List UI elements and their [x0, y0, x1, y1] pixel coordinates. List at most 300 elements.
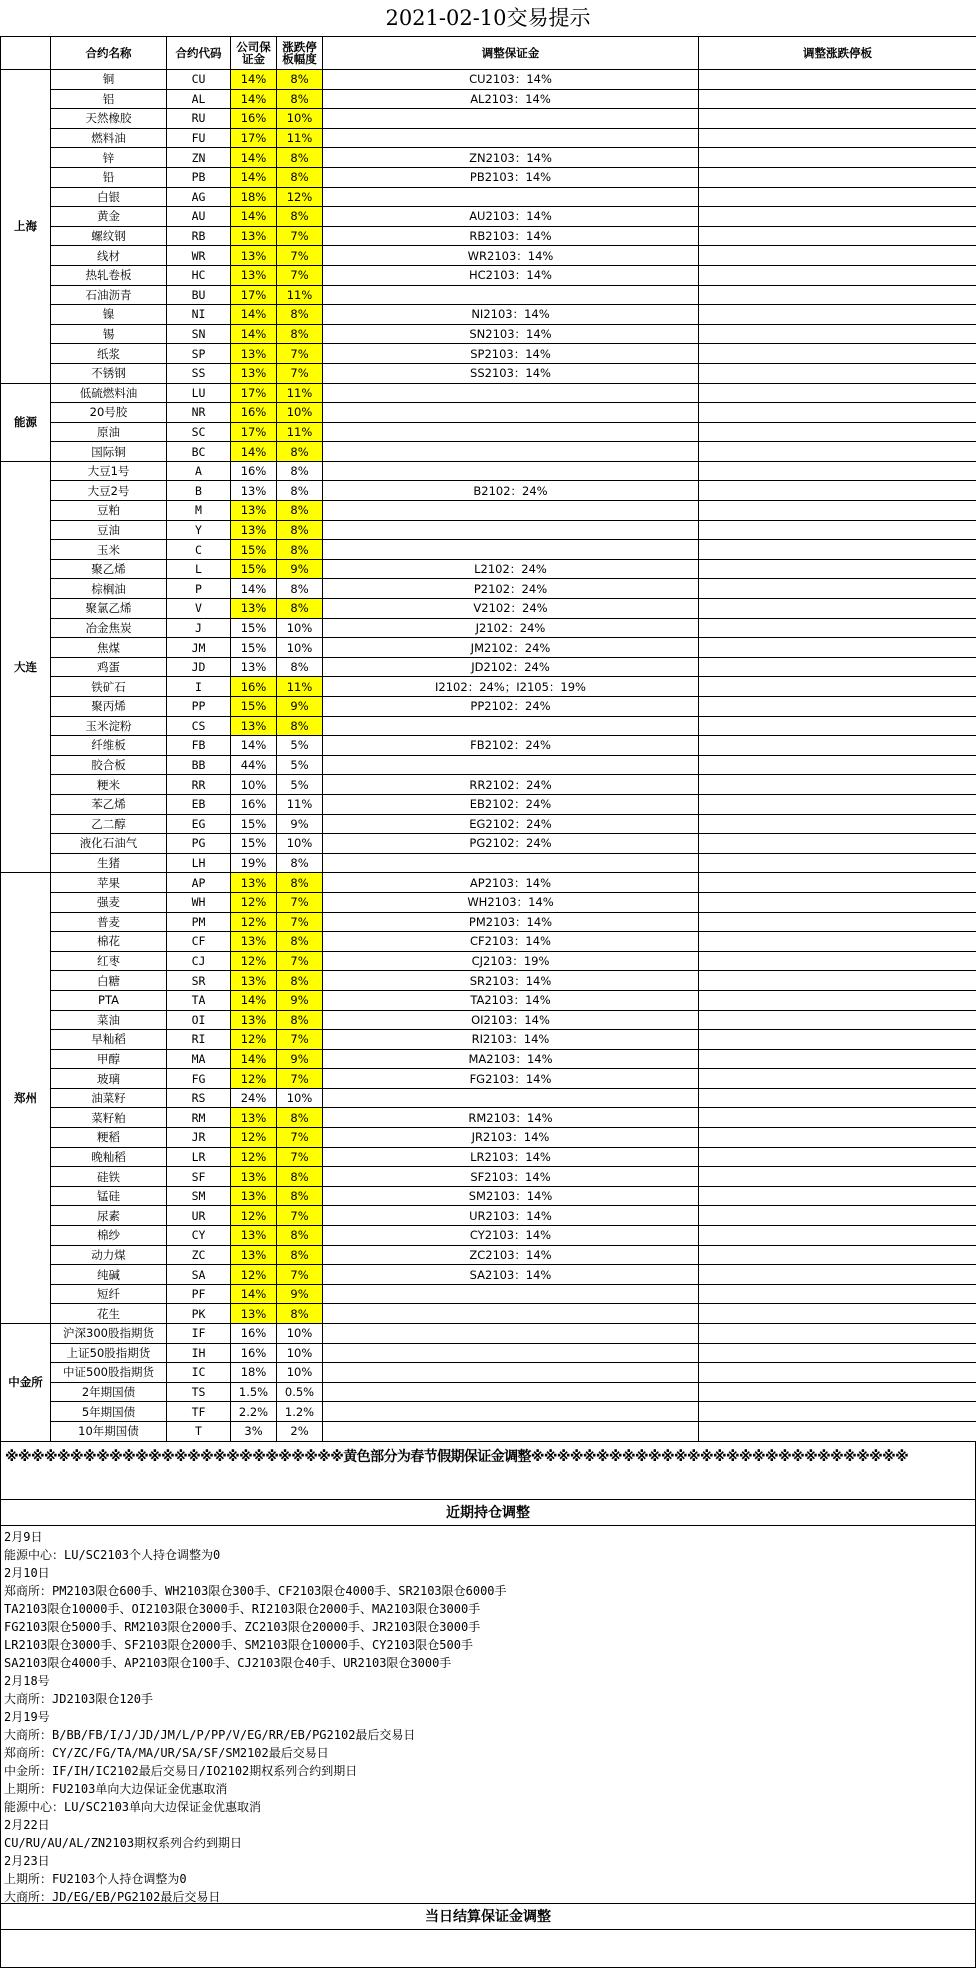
contract-code: AU — [167, 207, 231, 227]
contract-code: V — [167, 599, 231, 619]
contract-code: FU — [167, 128, 231, 148]
contract-code: LU — [167, 383, 231, 403]
contract-name: 锰硅 — [51, 1186, 167, 1206]
adjust-limit — [699, 1030, 976, 1050]
contract-name: 低硫燃料油 — [51, 383, 167, 403]
contract-name: 苯乙烯 — [51, 794, 167, 814]
contract-name: 粳稻 — [51, 1128, 167, 1148]
limit-range: 8% — [277, 442, 323, 462]
company-margin: 16% — [231, 461, 277, 481]
adjust-limit — [699, 246, 976, 266]
contract-code: CJ — [167, 951, 231, 971]
contract-code: NI — [167, 305, 231, 325]
adjust-margin: RB2103：14% — [323, 226, 699, 246]
contract-name: 胶合板 — [51, 755, 167, 775]
company-margin: 15% — [231, 814, 277, 834]
position-line: FG2103限仓5000手、RM2103限仓2000手、ZC2103限仓20000手、JR2103限仓3000手 — [4, 1619, 481, 1634]
company-margin: 14% — [231, 305, 277, 325]
table-row — [1, 403, 976, 423]
contract-name: 棉纱 — [51, 1226, 167, 1246]
position-line: 2月10日 — [4, 1565, 50, 1580]
company-margin: 13% — [231, 226, 277, 246]
contract-name: 乙二醇 — [51, 814, 167, 834]
contract-name: 热轧卷板 — [51, 265, 167, 285]
adjust-limit — [699, 951, 976, 971]
table-row — [1, 736, 976, 756]
adjust-limit — [699, 599, 976, 619]
contract-name: 苹果 — [51, 873, 167, 893]
table-row — [1, 834, 976, 854]
contract-name: 国际铜 — [51, 442, 167, 462]
adjust-limit — [699, 265, 976, 285]
table-row — [1, 1010, 976, 1030]
company-margin: 16% — [231, 1324, 277, 1344]
contract-code: BU — [167, 285, 231, 305]
limit-range: 10% — [277, 109, 323, 129]
contract-code: SR — [167, 971, 231, 991]
company-margin: 13% — [231, 520, 277, 540]
table-row — [1, 461, 976, 481]
table-row — [1, 501, 976, 521]
limit-range: 5% — [277, 736, 323, 756]
limit-range: 8% — [277, 579, 323, 599]
company-margin: 15% — [231, 697, 277, 717]
adjust-limit — [699, 89, 976, 109]
contract-code: JD — [167, 657, 231, 677]
page-title: 2021-02-10交易提示 — [385, 6, 591, 30]
limit-range: 9% — [277, 814, 323, 834]
company-margin: 14% — [231, 442, 277, 462]
contract-name: 铝 — [51, 89, 167, 109]
adjust-margin: JD2102：24% — [323, 657, 699, 677]
limit-range: 7% — [277, 951, 323, 971]
company-margin: 16% — [231, 794, 277, 814]
limit-range: 9% — [277, 990, 323, 1010]
company-margin: 16% — [231, 403, 277, 423]
company-margin: 14% — [231, 148, 277, 168]
contract-code: LH — [167, 853, 231, 873]
contract-name: 锡 — [51, 324, 167, 344]
position-line: 2月23日 — [4, 1853, 50, 1868]
contract-name: 大豆1号 — [51, 461, 167, 481]
contract-name: 花生 — [51, 1304, 167, 1324]
table-row — [1, 814, 976, 834]
table-row — [1, 89, 976, 109]
adjust-margin: HC2103：14% — [323, 265, 699, 285]
table-row — [1, 1049, 976, 1069]
adjust-limit — [699, 873, 976, 893]
company-margin: 13% — [231, 873, 277, 893]
contract-code: ZC — [167, 1245, 231, 1265]
table-row — [1, 657, 976, 677]
company-margin: 13% — [231, 363, 277, 383]
adjust-limit — [699, 383, 976, 403]
adjust-margin: CY2103：14% — [323, 1226, 699, 1246]
company-margin: 12% — [231, 912, 277, 932]
adjust-limit — [699, 814, 976, 834]
company-margin: 10% — [231, 775, 277, 795]
table-row — [1, 422, 976, 442]
adjust-margin: UR2103：14% — [323, 1206, 699, 1226]
limit-range: 8% — [277, 1186, 323, 1206]
company-margin: 2.2% — [231, 1402, 277, 1422]
company-margin: 12% — [231, 951, 277, 971]
adjust-limit — [699, 481, 976, 501]
adjust-limit — [699, 109, 976, 129]
company-margin: 13% — [231, 1304, 277, 1324]
limit-range: 8% — [277, 305, 323, 325]
header-limit-range: 涨跌停板幅度 — [277, 37, 323, 70]
position-line: 大商所：JD/EG/EB/PG2102最后交易日 — [4, 1889, 221, 1904]
table-row — [1, 324, 976, 344]
table-row — [1, 1304, 976, 1324]
adjust-margin: L2102：24% — [323, 559, 699, 579]
company-margin: 15% — [231, 559, 277, 579]
company-margin: 13% — [231, 932, 277, 952]
contract-code: SN — [167, 324, 231, 344]
adjust-margin — [323, 383, 699, 403]
contract-code: TA — [167, 990, 231, 1010]
limit-range: 11% — [277, 422, 323, 442]
adjust-margin: SN2103：14% — [323, 324, 699, 344]
contract-name: 中证500股指期货 — [51, 1363, 167, 1383]
contract-name: 5年期国债 — [51, 1402, 167, 1422]
table-row — [1, 383, 976, 403]
contract-code: RS — [167, 1088, 231, 1108]
limit-range: 8% — [277, 971, 323, 991]
limit-range: 8% — [277, 148, 323, 168]
adjust-margin: SF2103：14% — [323, 1167, 699, 1187]
contract-name: 锌 — [51, 148, 167, 168]
contract-code: B — [167, 481, 231, 501]
header-company-margin: 公司保证金 — [231, 37, 277, 70]
limit-range: 11% — [277, 383, 323, 403]
contract-name: 红枣 — [51, 951, 167, 971]
position-line: 能源中心：LU/SC2103个人持仓调整为0 — [4, 1547, 221, 1562]
company-margin: 13% — [231, 1108, 277, 1128]
adjust-limit — [699, 344, 976, 364]
adjust-margin — [323, 1324, 699, 1344]
contract-code: PM — [167, 912, 231, 932]
contract-code: ZN — [167, 148, 231, 168]
contract-name: 石油沥青 — [51, 285, 167, 305]
company-margin: 17% — [231, 422, 277, 442]
adjust-limit — [699, 461, 976, 481]
adjust-limit — [699, 559, 976, 579]
table-row — [1, 1324, 976, 1344]
company-margin: 12% — [231, 1069, 277, 1089]
adjust-margin — [323, 128, 699, 148]
adjust-limit — [699, 971, 976, 991]
adjust-limit — [699, 1304, 976, 1324]
limit-range: 10% — [277, 834, 323, 854]
adjust-margin — [323, 1088, 699, 1108]
limit-range: 8% — [277, 716, 323, 736]
limit-range: 12% — [277, 187, 323, 207]
limit-range: 8% — [277, 657, 323, 677]
company-margin: 12% — [231, 1265, 277, 1285]
limit-range: 8% — [277, 1010, 323, 1030]
adjust-margin: B2102：24% — [323, 481, 699, 501]
company-margin: 13% — [231, 501, 277, 521]
region-label: 大连 — [1, 461, 51, 872]
contract-name: 铅 — [51, 167, 167, 187]
position-line: 2月9日 — [4, 1529, 43, 1544]
adjust-margin: SA2103：14% — [323, 1265, 699, 1285]
adjust-limit — [699, 1206, 976, 1226]
adjust-margin: FG2103：14% — [323, 1069, 699, 1089]
adjust-limit — [699, 403, 976, 423]
contract-code: RB — [167, 226, 231, 246]
adjust-margin: SS2103：14% — [323, 363, 699, 383]
adjust-margin: CU2103：14% — [323, 70, 699, 90]
limit-range: 7% — [277, 1147, 323, 1167]
table-row — [1, 638, 976, 658]
company-margin: 17% — [231, 128, 277, 148]
contract-code: SP — [167, 344, 231, 364]
contract-code: RU — [167, 109, 231, 129]
contract-name: 白银 — [51, 187, 167, 207]
adjust-margin — [323, 422, 699, 442]
company-margin: 16% — [231, 109, 277, 129]
adjust-limit — [699, 187, 976, 207]
adjust-limit — [699, 736, 976, 756]
limit-range: 7% — [277, 1069, 323, 1089]
contract-name: 10年期国债 — [51, 1421, 167, 1441]
adjust-limit — [699, 1245, 976, 1265]
limit-range: 7% — [277, 363, 323, 383]
header-adjust-limit: 调整涨跌停板 — [699, 37, 976, 70]
table-row — [1, 1147, 976, 1167]
company-margin: 15% — [231, 638, 277, 658]
adjust-margin: EG2102：24% — [323, 814, 699, 834]
region-label: 中金所 — [1, 1324, 51, 1442]
adjust-margin — [323, 285, 699, 305]
adjust-limit — [699, 305, 976, 325]
contract-name: 大豆2号 — [51, 481, 167, 501]
contract-name: 燃料油 — [51, 128, 167, 148]
limit-range: 8% — [277, 853, 323, 873]
adjust-margin: PG2102：24% — [323, 834, 699, 854]
adjust-margin: SR2103：14% — [323, 971, 699, 991]
contract-name: 强麦 — [51, 892, 167, 912]
limit-range: 8% — [277, 873, 323, 893]
adjust-margin — [323, 540, 699, 560]
company-margin: 16% — [231, 677, 277, 697]
company-margin: 14% — [231, 207, 277, 227]
limit-range: 8% — [277, 932, 323, 952]
table-row — [1, 932, 976, 952]
limit-range: 8% — [277, 461, 323, 481]
table-row — [1, 540, 976, 560]
contract-code: RM — [167, 1108, 231, 1128]
adjust-limit — [699, 442, 976, 462]
contract-name: 纯碱 — [51, 1265, 167, 1285]
company-margin: 16% — [231, 1343, 277, 1363]
table-row — [1, 1421, 976, 1441]
contract-name: 聚丙烯 — [51, 697, 167, 717]
table-row — [1, 1206, 976, 1226]
header-region — [1, 37, 51, 70]
limit-range: 0.5% — [277, 1382, 323, 1402]
adjust-margin — [323, 853, 699, 873]
table-row — [1, 1343, 976, 1363]
company-margin: 14% — [231, 89, 277, 109]
adjust-margin: MA2103：14% — [323, 1049, 699, 1069]
adjust-margin — [323, 716, 699, 736]
company-margin: 12% — [231, 1206, 277, 1226]
table-row — [1, 579, 976, 599]
adjust-margin: SM2103：14% — [323, 1186, 699, 1206]
adjust-limit — [699, 207, 976, 227]
contract-code: M — [167, 501, 231, 521]
contract-code: FB — [167, 736, 231, 756]
company-margin: 13% — [231, 1245, 277, 1265]
adjust-limit — [699, 794, 976, 814]
limit-range: 11% — [277, 677, 323, 697]
company-margin: 14% — [231, 736, 277, 756]
table-row — [1, 951, 976, 971]
contract-code: FG — [167, 1069, 231, 1089]
contract-name: 冶金焦炭 — [51, 618, 167, 638]
position-line: 上期所：FU2103单向大边保证金优惠取消 — [4, 1781, 228, 1796]
table-row — [1, 892, 976, 912]
position-line: 郑商所：PM2103限仓600手、WH2103限仓300手、CF2103限仓4000手、SR2103限仓6000手 — [4, 1583, 507, 1598]
contract-name: 纸浆 — [51, 344, 167, 364]
table-row — [1, 1128, 976, 1148]
adjust-limit — [699, 853, 976, 873]
table-row — [1, 873, 976, 893]
adjust-margin: ZN2103：14% — [323, 148, 699, 168]
adjust-margin — [323, 1402, 699, 1422]
contract-code: SA — [167, 1265, 231, 1285]
table-row — [1, 755, 976, 775]
contract-name: 20号胶 — [51, 403, 167, 423]
limit-range: 10% — [277, 618, 323, 638]
adjust-margin: I2102：24%；I2105：19% — [323, 677, 699, 697]
contract-code: SS — [167, 363, 231, 383]
limit-range: 8% — [277, 1226, 323, 1246]
limit-range: 10% — [277, 1088, 323, 1108]
contract-name: 铁矿石 — [51, 677, 167, 697]
company-margin: 18% — [231, 1363, 277, 1383]
table-row — [1, 990, 976, 1010]
company-margin: 1.5% — [231, 1382, 277, 1402]
position-line: 中金所：IF/IH/IC2102最后交易日/IO2102期权系列合约到期日 — [4, 1763, 358, 1778]
table-row — [1, 1186, 976, 1206]
limit-range: 8% — [277, 599, 323, 619]
header-contract-code: 合约代码 — [167, 37, 231, 70]
contract-name: 油菜籽 — [51, 1088, 167, 1108]
contract-code: WH — [167, 892, 231, 912]
adjust-margin: WR2103：14% — [323, 246, 699, 266]
limit-range: 7% — [277, 1030, 323, 1050]
contract-name: 螺纹钢 — [51, 226, 167, 246]
contract-code: IH — [167, 1343, 231, 1363]
contract-name: 豆粕 — [51, 501, 167, 521]
table-row — [1, 618, 976, 638]
adjust-limit — [699, 892, 976, 912]
adjust-margin: EB2102：24% — [323, 794, 699, 814]
adjust-margin: P2102：24% — [323, 579, 699, 599]
limit-range: 7% — [277, 892, 323, 912]
company-margin: 12% — [231, 892, 277, 912]
contract-code: BB — [167, 755, 231, 775]
table-row — [1, 167, 976, 187]
adjust-margin: PP2102：24% — [323, 697, 699, 717]
limit-range: 10% — [277, 1324, 323, 1344]
limit-range: 7% — [277, 1128, 323, 1148]
table-row — [1, 187, 976, 207]
contract-code: L — [167, 559, 231, 579]
adjust-margin — [323, 403, 699, 423]
region-label: 上海 — [1, 70, 51, 384]
adjust-margin: SP2103：14% — [323, 344, 699, 364]
adjust-margin: FB2102：24% — [323, 736, 699, 756]
adjust-limit — [699, 579, 976, 599]
adjust-limit — [699, 1343, 976, 1363]
table-row — [1, 1088, 976, 1108]
company-margin: 13% — [231, 657, 277, 677]
company-margin: 24% — [231, 1088, 277, 1108]
limit-range: 8% — [277, 1167, 323, 1187]
limit-range: 10% — [277, 638, 323, 658]
contract-code: AL — [167, 89, 231, 109]
margin-table — [0, 36, 976, 1442]
adjust-margin: TA2103：14% — [323, 990, 699, 1010]
contract-code: EB — [167, 794, 231, 814]
table-row — [1, 520, 976, 540]
company-margin: 13% — [231, 599, 277, 619]
contract-code: SM — [167, 1186, 231, 1206]
table-row — [1, 285, 976, 305]
adjust-limit — [699, 716, 976, 736]
limit-range: 8% — [277, 207, 323, 227]
limit-range: 8% — [277, 167, 323, 187]
company-margin: 13% — [231, 716, 277, 736]
contract-code: CU — [167, 70, 231, 90]
adjust-limit — [699, 1069, 976, 1089]
contract-name: 黄金 — [51, 207, 167, 227]
position-line: 2月18号 — [4, 1673, 50, 1688]
limit-range: 8% — [277, 70, 323, 90]
limit-range: 8% — [277, 540, 323, 560]
adjust-limit — [699, 1226, 976, 1246]
contract-code: RI — [167, 1030, 231, 1050]
adjust-margin — [323, 442, 699, 462]
contract-name: 白糖 — [51, 971, 167, 991]
contract-name: 玻璃 — [51, 1069, 167, 1089]
contract-code: CS — [167, 716, 231, 736]
contract-name: 液化石油气 — [51, 834, 167, 854]
contract-code: NR — [167, 403, 231, 423]
contract-code: PK — [167, 1304, 231, 1324]
adjust-margin: PB2103：14% — [323, 167, 699, 187]
adjust-limit — [699, 324, 976, 344]
table-row — [1, 1382, 976, 1402]
adjust-margin: CJ2103：19% — [323, 951, 699, 971]
table-row — [1, 363, 976, 383]
table-row — [1, 1363, 976, 1383]
contract-name: 早籼稻 — [51, 1030, 167, 1050]
table-row — [1, 853, 976, 873]
table-row — [1, 697, 976, 717]
adjust-limit — [699, 1324, 976, 1344]
contract-name: 动力煤 — [51, 1245, 167, 1265]
limit-range: 7% — [277, 344, 323, 364]
adjust-limit — [699, 540, 976, 560]
table-row — [1, 481, 976, 501]
